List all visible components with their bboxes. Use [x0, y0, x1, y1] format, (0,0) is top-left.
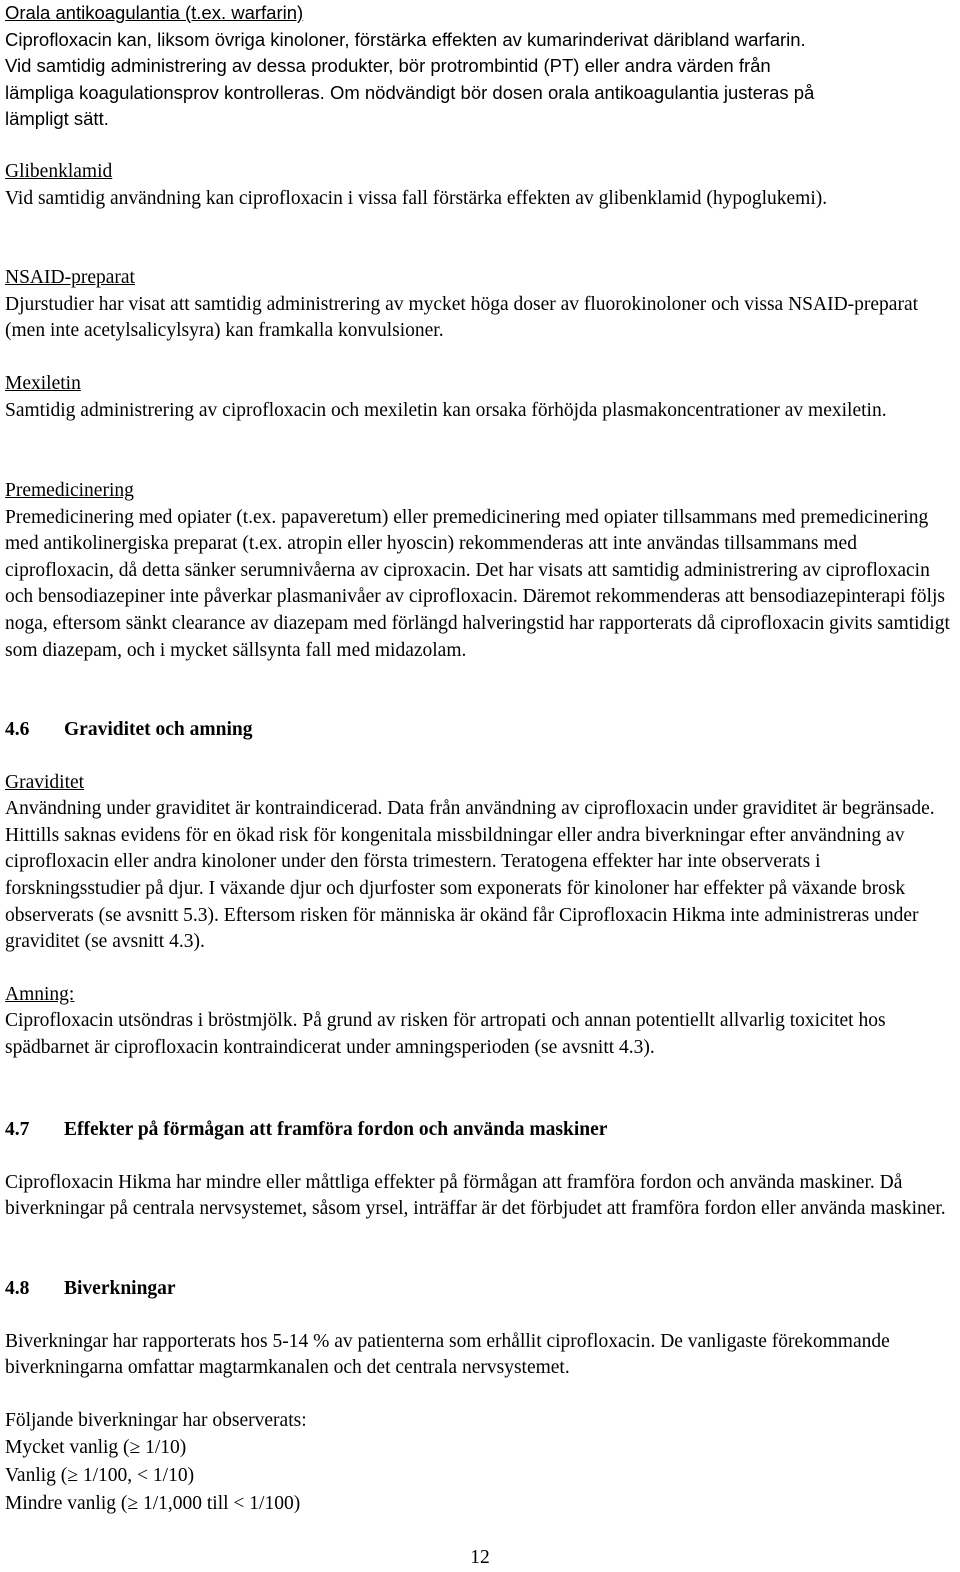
warfarin-line-1: Ciprofloxacin kan, liksom övriga kinoloner, förstärka effekten av kumarinderivat däribland warfarin.: [5, 28, 806, 50]
warfarin-line-4: lämpligt sätt.: [5, 108, 109, 130]
premedicinering-body: Premedicinering med opiater (t.ex. papaveretum) eller premedicinering med opiater tillsammans med premedicinering med antikolinergiska preparat (t.ex. atropin eller hyoscin) rekommenderas att inte användas tillsammans med ciprofloxacin, då detta sänker serumnivåerna av ciproxacin. Det har visats att samtidig administrering av ciprofloxacin och bensodiazepiner inte påverkar plasmanivåer av ciprofloxacin. Däremot rekommenderas att bensodiazepinterapi följs noga, eftersom sänkt clearance av diazepam med förlängd halveringstid har rapporterats då ciprofloxacin givits samtidigt som diazepam, och i mycket sällsynta fall med midazolam.: [5, 506, 950, 661]
section-4-6-title-text: Graviditet och amning: [64, 719, 253, 740]
page-number: 12: [470, 1547, 490, 1568]
warfarin-line-2: Vid samtidig administrering av dessa produkter, bör protrombintid (PT) eller andra värden från: [5, 55, 771, 77]
mexiletin-section: [5, 371, 960, 424]
amning-body: Ciprofloxacin utsöndras i bröstmjölk. På grund av risken för artropati och annan potentiellt allvarlig toxicitet hos spädbarnet är ciprofloxacin kontraindicerat under amningsperioden (se avsnitt 4.3).: [5, 1010, 886, 1058]
section-4-7-body: Ciprofloxacin Hikma har mindre eller måttliga effekter på förmågan att framföra fordon och använda maskiner. Då biverkningar på centrala nervsystemet, såsom yrsel, inträffar är det förbjudet att framföra fordon eller använda maskiner.: [5, 1171, 946, 1220]
amning-heading: Amning:: [5, 983, 75, 1005]
warfarin-line-3: [5, 80, 814, 107]
premedicinering-section: [5, 478, 955, 664]
nsaid-heading: NSAID-preparat: [5, 267, 135, 288]
frequency-common: Vanlig (≥ 1/100, < 1/10): [5, 1465, 195, 1487]
section-4-6-number: 4.6: [5, 719, 30, 740]
glibenklamid-section: [5, 159, 955, 212]
graviditet-body: Användning under graviditet är kontraindicerad. Data från användning av ciprofloxacin under graviditet är begränsade. Hittills saknas evidens för en ökad risk för kongenitala missbildningar eller andra biverkningar efter användning av ciprofloxacin eller andra kinoloner under den första trimestern. Teratogena effekter har inte observerats i forskningsstudier på djur. I växande djur och djurfoster som exponerats för kinoloner har effekter på växande brosk observerats (se avsnitt 5.3). Eftersom risken för människa är okänd får Ciprofloxacin Hikma inte administreras under graviditet (se avsnitt 4.3).: [5, 798, 935, 953]
section-4-8-title: [5, 1276, 955, 1303]
section-4-7-title: [5, 1117, 960, 1144]
graviditet-heading: Graviditet: [5, 771, 85, 793]
section-4-6: [5, 717, 960, 1062]
mexiletin-body: Samtidig administrering av ciprofloxacin och mexiletin kan orsaka förhöjda plasmakoncentrationer av mexiletin.: [5, 399, 887, 421]
frequency-very-common: Mycket vanlig (≥ 1/10): [5, 1437, 187, 1459]
nsaid-section: [5, 265, 955, 345]
observed-intro: Följande biverkningar har observerats:: [5, 1409, 307, 1431]
section-4-8-number: 4.8: [5, 1278, 30, 1299]
warfarin-section: [5, 0, 814, 133]
section-4-6-title: [5, 717, 960, 744]
section-4-7-title-text: Effekter på förmågan att framföra fordon och använda maskiner: [64, 1119, 608, 1140]
glibenklamid-body: Vid samtidig användning kan ciprofloxacin i vissa fall förstärka effekten av glibenklamid (hypoglukemi).: [5, 187, 828, 209]
section-4-8: [5, 1276, 955, 1518]
nsaid-body: Djurstudier har visat att samtidig administrering av mycket höga doser av fluorokinoloner och vissa NSAID-preparat (men inte acetylsalicylsyra) kan framkalla konvulsioner.: [5, 293, 919, 342]
section-4-7: [5, 1117, 960, 1223]
section-4-8-body: Biverkningar har rapporterats hos 5-14 % av patienterna som erhållit ciprofloxacin. De vanligaste förekommande biverkningarna omfattar magtarmkanalen och det centrala nervsystemet.: [5, 1330, 890, 1379]
warfarin-heading: Orala antikoagulantia (t.ex. warfarin): [5, 2, 304, 23]
warfarin-line-3a: lämpliga koagulationsprov kontrolleras.: [5, 81, 325, 103]
frequency-uncommon: Mindre vanlig (≥ 1/1,000 till < 1/100): [5, 1493, 301, 1515]
section-4-8-title-text: Biverkningar: [64, 1278, 176, 1299]
mexiletin-heading: Mexiletin: [5, 373, 81, 394]
glibenklamid-heading: Glibenklamid: [5, 161, 113, 182]
section-4-7-number: 4.7: [5, 1119, 30, 1140]
warfarin-line-3b: Om nödvändigt bör dosen orala antikoagulantia justeras på: [329, 81, 815, 103]
premedicinering-heading: Premedicinering: [5, 480, 134, 501]
